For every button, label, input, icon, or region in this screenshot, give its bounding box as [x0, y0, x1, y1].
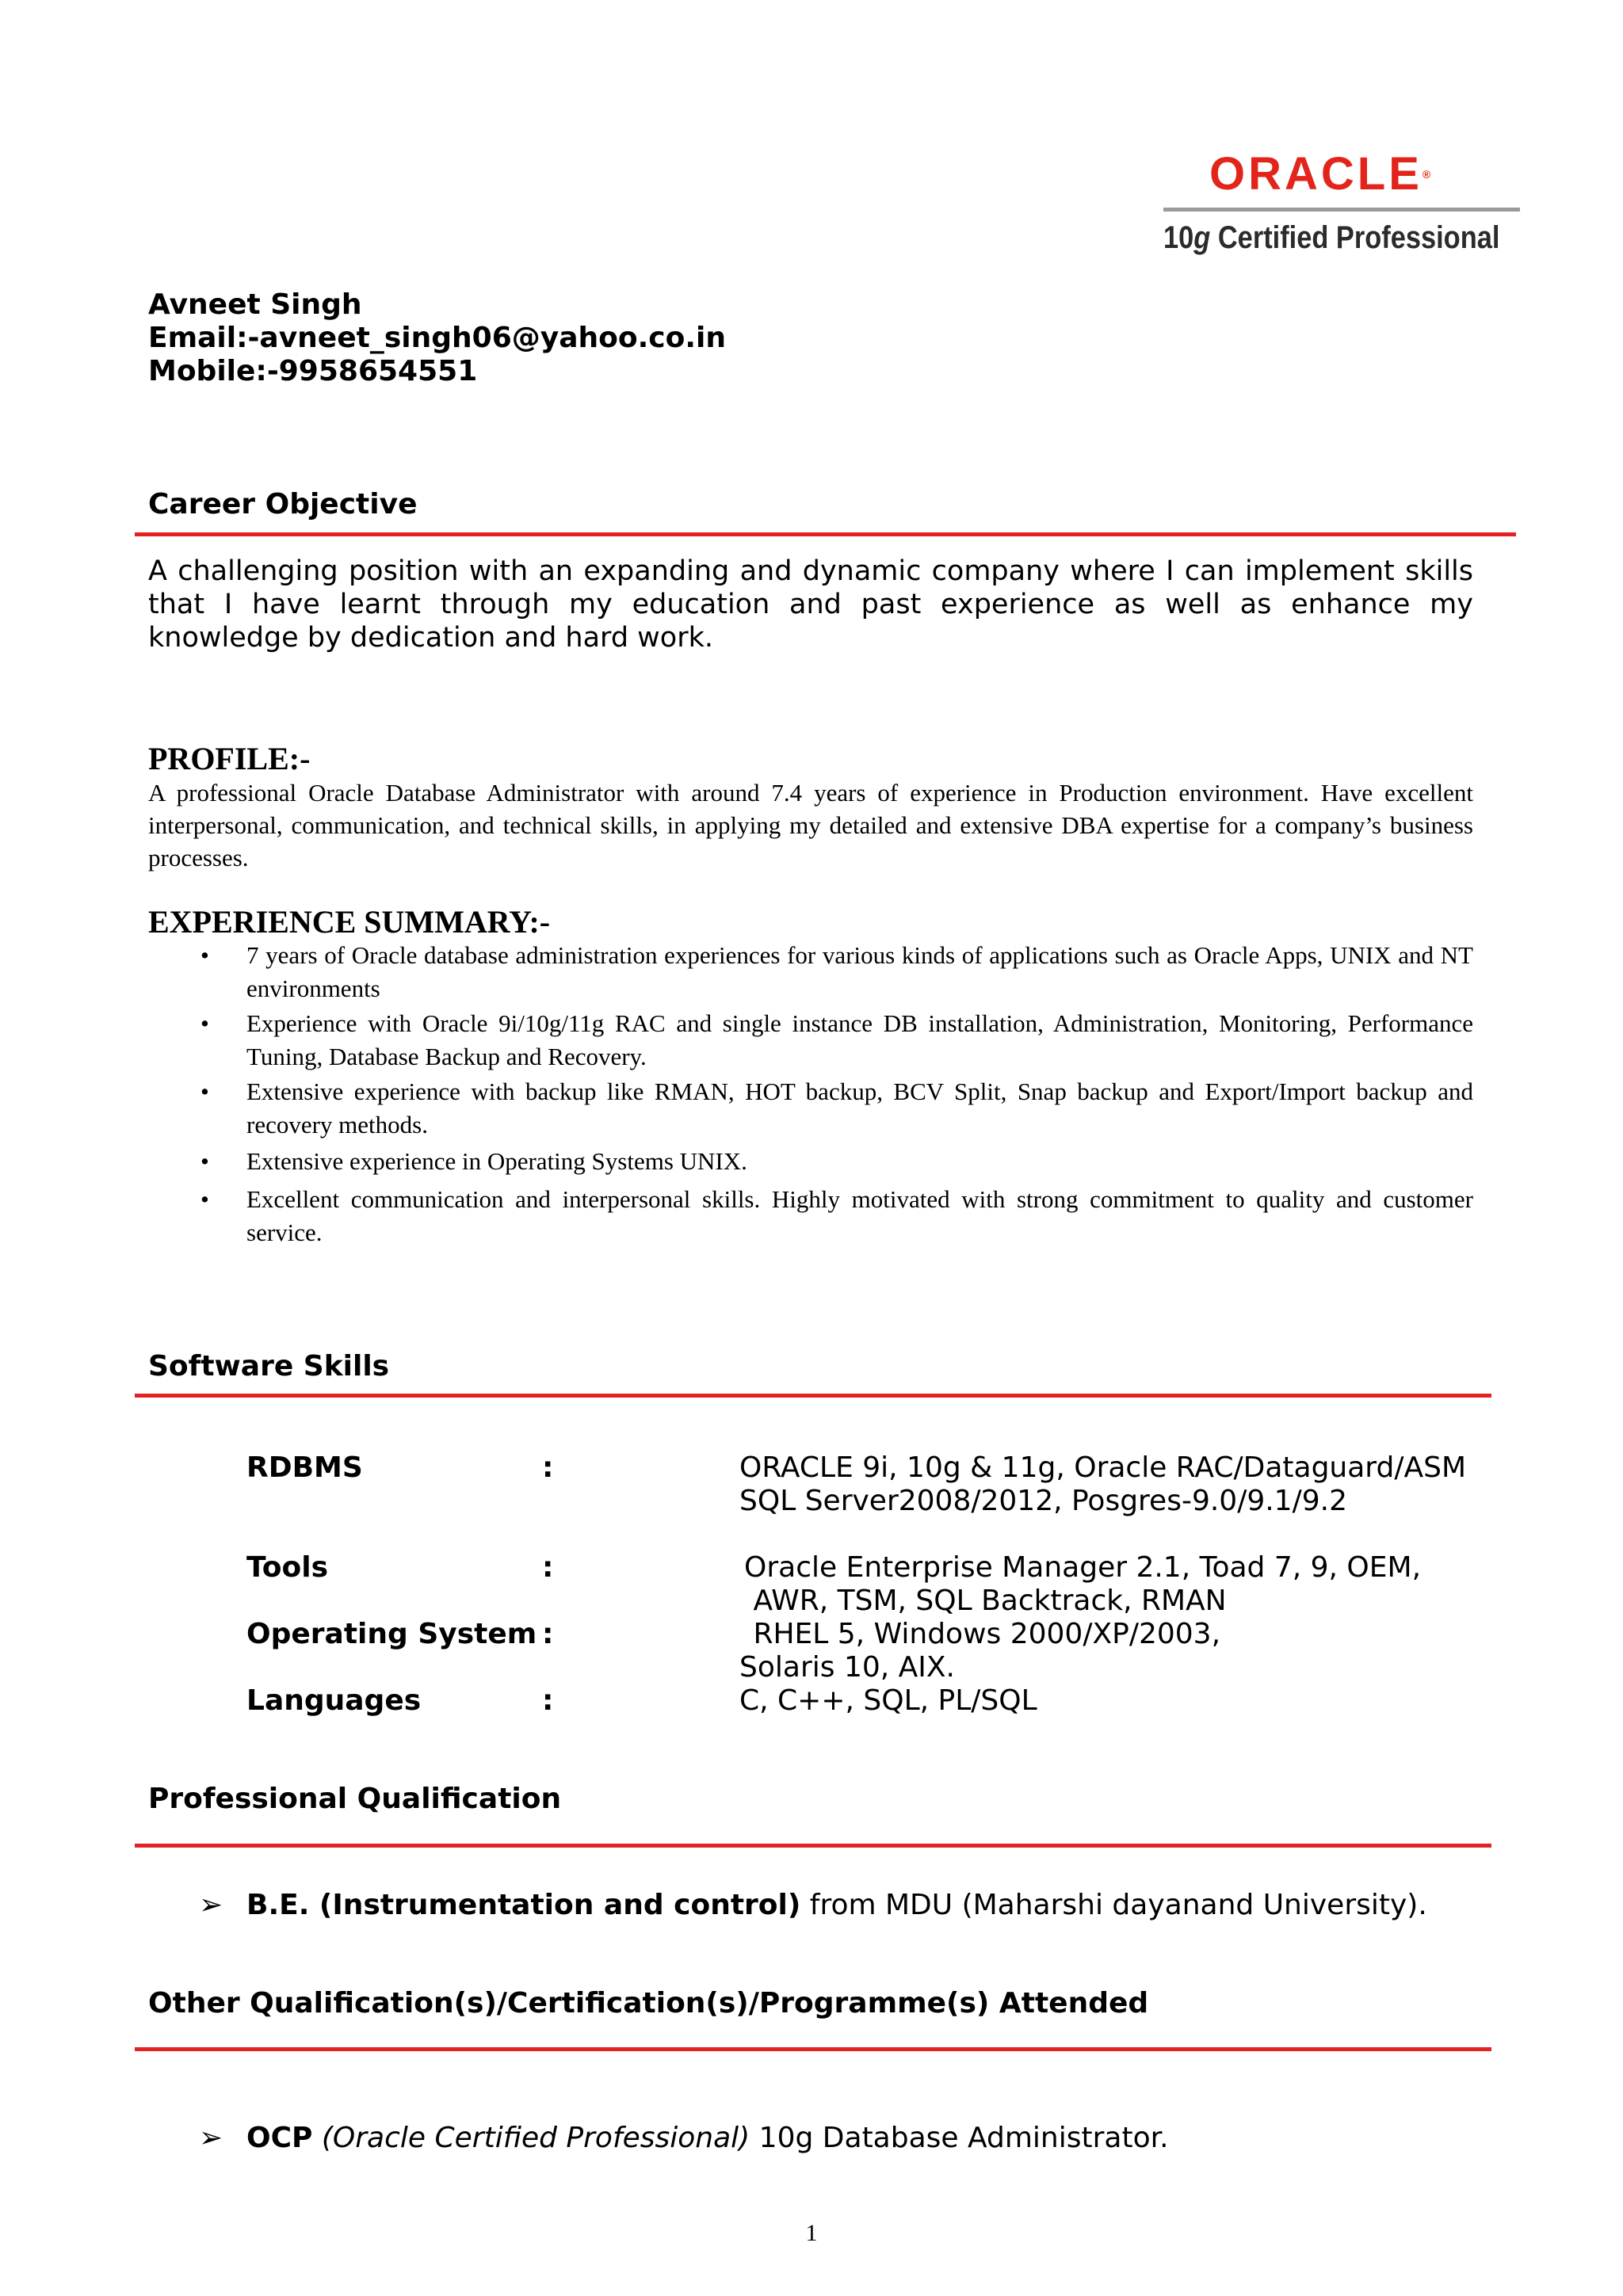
experience-summary-list — [148, 939, 1473, 1249]
skill-value-languages: C, C++, SQL, PL/SQL — [739, 1684, 1037, 1717]
experience-item — [148, 1183, 1473, 1249]
logo-caption-g: g — [1193, 220, 1211, 255]
oracle-certified-logo — [1163, 148, 1529, 261]
logo-caption — [1163, 219, 1500, 257]
degree-university: from MDU (Maharshi dayanand University). — [800, 1889, 1427, 1921]
skill-colon: : — [542, 1451, 554, 1484]
skill-label-tools: Tools — [246, 1551, 329, 1584]
skill-colon: : — [542, 1618, 554, 1650]
experience-item — [148, 1075, 1473, 1142]
cert-expansion: (Oracle Certified Professional) — [321, 2122, 750, 2154]
bullet-icon: • — [200, 1077, 209, 1105]
degree-name: B.E. (Instrumentation and control) — [246, 1889, 801, 1921]
skill-value-os-1: RHEL 5, Windows 2000/XP/2003, — [744, 1618, 1221, 1650]
bullet-icon: • — [200, 1009, 209, 1037]
professional-qualification-item — [199, 1889, 1427, 1921]
skill-label-os: Operating System — [246, 1618, 537, 1650]
experience-item-text: 7 years of Oracle database administration experiences for various kinds of applications such as Oracle Apps, UNIX and NT environments — [246, 941, 1473, 1002]
professional-qualification-rule — [135, 1844, 1491, 1848]
experience-item-text: Experience with Oracle 9i/10g/11g RAC and single instance DB installation, Administration, Monitoring, Performance Tuning, Database Backup and Recovery. — [246, 1009, 1473, 1070]
skill-value-os-2: Solaris 10, AIX. — [739, 1651, 955, 1684]
cert-description: 10g Database Administrator. — [750, 2122, 1169, 2154]
arrow-bullet-icon: ➢ — [199, 2122, 223, 2154]
career-objective-rule — [135, 532, 1516, 536]
oracle-wordmark — [1209, 148, 1431, 200]
skill-value-tools-2: AWR, TSM, SQL Backtrack, RMAN — [744, 1585, 1227, 1617]
candidate-email: Email:-avneet_singh06@yahoo.co.in — [148, 322, 726, 354]
experience-item-text: Extensive experience with backup like RMAN, HOT backup, BCV Split, Snap backup and Export/Import backup and recovery methods. — [246, 1077, 1473, 1138]
page-number: 1 — [805, 2220, 818, 2246]
experience-summary-title: EXPERIENCE SUMMARY:- — [148, 904, 551, 940]
experience-item — [148, 939, 1473, 1005]
oracle-wordmark-text: ORACLE — [1209, 148, 1423, 200]
logo-divider — [1163, 208, 1520, 212]
experience-item-text: Excellent communication and interpersonal skills. Highly motivated with strong commitment to quality and customer service. — [246, 1185, 1473, 1246]
cert-name: OCP — [246, 2122, 313, 2154]
profile-title: PROFILE:- — [148, 741, 311, 776]
logo-caption-version: 10 — [1163, 220, 1194, 255]
skill-value-rdbms-2: SQL Server2008/2012, Posgres-9.0/9.1/9.2 — [739, 1485, 1347, 1517]
bullet-icon: • — [200, 1147, 209, 1175]
experience-item — [148, 1007, 1473, 1074]
professional-qualification-title: Professional Qualification — [148, 1783, 562, 1815]
other-qualification-title: Other Qualification(s)/Certification(s)/Programme(s) Attended — [148, 1987, 1149, 2019]
career-objective-title: Career Objective — [148, 488, 418, 521]
bullet-icon: • — [200, 1185, 209, 1213]
skill-value-tools-1: Oracle Enterprise Manager 2.1, Toad 7, 9, OEM, — [744, 1551, 1422, 1584]
skill-label-rdbms: RDBMS — [246, 1451, 363, 1484]
candidate-name: Avneet Singh — [148, 288, 362, 321]
logo-caption-rest: Certified Professional — [1210, 220, 1500, 255]
other-qualification-rule — [135, 2047, 1491, 2051]
arrow-bullet-icon: ➢ — [199, 1889, 223, 1921]
experience-item — [148, 1145, 1473, 1178]
skill-colon: : — [542, 1551, 554, 1584]
skill-label-languages: Languages — [246, 1684, 422, 1717]
registered-mark: ® — [1422, 168, 1431, 181]
bullet-icon: • — [200, 941, 209, 969]
profile-text: A professional Oracle Database Administrator with around 7.4 years of experience in Production environment. Have excellent interpersonal, communication, and technical skills, in applying my detailed and extensive DBA expertise for a company’s business processes. — [148, 779, 1473, 871]
career-objective-text: A challenging position with an expanding and dynamic company where I can implement skills that I have learnt through my education and past experience as well as enhance my knowledge by dedication and hard work. — [148, 555, 1473, 654]
software-skills-rule — [135, 1394, 1491, 1398]
software-skills-title: Software Skills — [148, 1350, 390, 1383]
other-qualification-item — [199, 2122, 1169, 2154]
skill-value-rdbms-1: ORACLE 9i, 10g & 11g, Oracle RAC/Dataguard/ASM — [739, 1451, 1466, 1484]
skill-colon: : — [542, 1684, 554, 1717]
experience-item-text: Extensive experience in Operating Systems UNIX. — [246, 1147, 747, 1175]
candidate-mobile: Mobile:-9958654551 — [148, 355, 478, 387]
